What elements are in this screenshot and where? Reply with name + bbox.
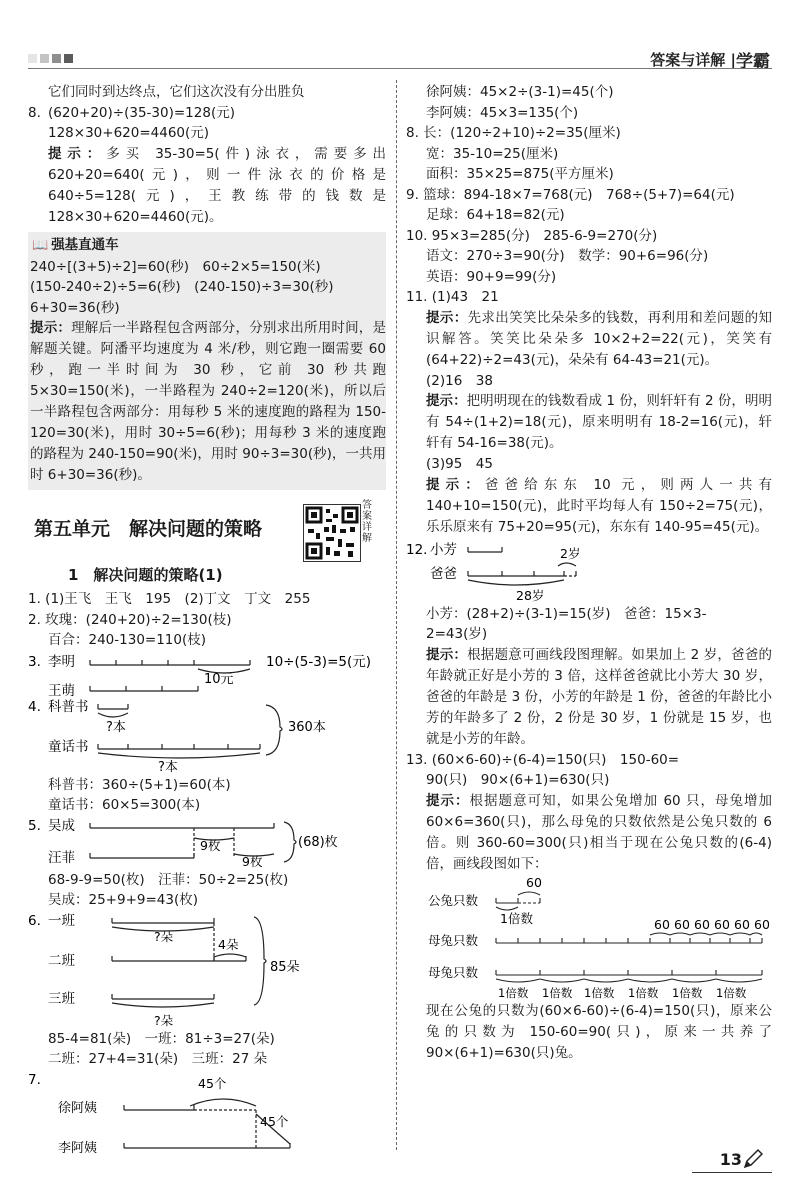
- svg-text:科普书: 科普书: [48, 698, 89, 715]
- conclusion-paragraph: 现在公兔的只数为(60×6-60)÷(6-4)=150(只)，原来公兔的只数为 150-60=90(只)，原来一共养了 90×(6+1)=630(只)兔。: [426, 1002, 772, 1061]
- unit-heading: [28, 500, 386, 550]
- svg-text:童话书: 童话书: [48, 738, 89, 755]
- svg-text:汪菲: 汪菲: [48, 849, 75, 866]
- svg-text:?朵: ?朵: [154, 928, 174, 944]
- q3-diagram: [28, 651, 386, 697]
- svg-text:公兔只数: 公兔只数: [428, 892, 479, 908]
- times-labels: [498, 986, 747, 1000]
- svg-text:1倍数: 1倍数: [672, 985, 703, 1000]
- svg-text:1倍数: 1倍数: [584, 985, 615, 1000]
- svg-text:9枚: 9枚: [242, 853, 263, 869]
- question-8: 8. (620+20)÷(35-30)=128(元): [28, 104, 235, 121]
- text-line: 童话书：60×5=300(本): [48, 797, 201, 813]
- question-9: 9. 篮球：894-18×7=768(元) 768÷(5+7)=64(元): [406, 186, 735, 203]
- hint-paragraph: 提示：爸爸给东东 10 元，则两人一共有 140+10=150(元)，此时平均每人有 150÷2=75(元)，乐乐原来有 75+20=95(元)，东东有 140-95=45(元)。: [426, 476, 773, 535]
- text-line: 徐阿姨：45×2÷(3-1)=45(个): [426, 84, 614, 100]
- svg-text:360本: 360本: [288, 719, 326, 735]
- hint-paragraph: 提示：理解后一半路程包含两部分，分别求出所用时间，是解题关键。阿潘平均速度为 4 米/秒，则它跑一圈需要 60 秒，跑一半时间为 30 秒，它前 30 秒共跑 5×30=150(米)，一半路程为 240÷2=120(米)，所以后一半路程包含两部分：用每秒 5 米的速度跑的路程为 150-120=30(米)，用时 30÷5=6(秒)；用每秒 3 米的速度跑的路程为 240-150=90(米)，用时 90÷3=30(秒)，一共用时 6+30=36(秒)。: [30, 320, 387, 483]
- q6-diagram: [28, 911, 386, 1029]
- question-13: 13. (60×6-60)÷(6-4)=150(只) 150-60=: [406, 751, 680, 768]
- q12-diagram: [406, 538, 772, 604]
- svg-text:9枚: 9枚: [200, 837, 221, 853]
- svg-text:母兔只数: 母兔只数: [428, 964, 479, 980]
- hint-paragraph: 提示：多买 35-30=5(件)泳衣，需要多出 620+20=640(元)，则一件泳衣的价格是 640÷5=128(元)，王教练带的钱数是 128×30+620=4460(元)。: [48, 145, 387, 225]
- svg-text:28岁: 28岁: [516, 587, 545, 603]
- q5-diagram: [28, 816, 386, 870]
- question-8: 8. 长：(120÷2+10)÷2=35(厘米): [406, 125, 621, 141]
- svg-text:4.: 4.: [28, 698, 41, 715]
- svg-text:10÷(5-3)=5(元): 10÷(5-3)=5(元): [266, 653, 372, 670]
- svg-text:一班: 一班: [48, 912, 75, 929]
- svg-text:60: 60: [694, 916, 710, 932]
- text-line: 足球：64+18=82(元): [426, 207, 565, 223]
- left-column: [28, 82, 386, 1160]
- svg-text:60: 60: [714, 916, 730, 932]
- svg-text:?本: ?本: [158, 759, 178, 775]
- svg-text:二班: 二班: [48, 952, 75, 969]
- text-line: 68-9-9=50(枚) 汪菲：50÷2=25(枚): [48, 871, 289, 888]
- svg-text:12.: 12.: [406, 541, 428, 558]
- hint-paragraph: 提示：根据题意可画线段图理解。如果加上 2 岁，爸爸的年龄就正好是小芳的 3 倍，这样爸爸就比小芳大 30 岁，爸爸的年龄是 3 份，小芳的年龄是 1 份，爸爸的年龄比小芳的年龄多了 2 份，2 份是 30 岁，1 份就是 15 岁，也就是小芳的年龄。: [426, 646, 773, 747]
- text-line: 科普书：360÷(5+1)=60(本): [48, 776, 231, 793]
- question-1: 1. (1)王飞 王飞 195 (2)丁文 丁文 255: [28, 591, 311, 607]
- text-line: 小芳：(28+2)÷(3-1)=15(岁) 爸爸：15×3-: [426, 605, 707, 622]
- text-line: 面积：35×25=875(平方厘米): [426, 166, 614, 182]
- text-line: 2=43(岁): [426, 626, 488, 642]
- svg-text:60: 60: [654, 916, 670, 932]
- svg-text:?本: ?本: [106, 719, 126, 735]
- qr-caption: 答案详解: [362, 500, 372, 544]
- svg-text:爸爸: 爸爸: [430, 565, 457, 582]
- hint-paragraph: 提示：把明明现在的钱数看成 1 份，则轩轩有 2 份，明明有 54÷(1+2)=18(元)，原来明明有 18-2=16(元)，轩轩有 54-16=38(元)。: [426, 393, 773, 451]
- svg-text:60: 60: [526, 874, 542, 890]
- header-title: 答案与详解 |: [650, 51, 736, 69]
- svg-text:85朵: 85朵: [270, 959, 300, 975]
- question-2: 2. 玫瑰：(240+20)÷2=130(枝): [28, 611, 232, 628]
- svg-text:60: 60: [754, 916, 770, 932]
- svg-text:1倍数: 1倍数: [628, 985, 659, 1000]
- text-line: (150-240÷2)÷5=6(秒) (240-150)÷3=30(秒): [30, 279, 334, 295]
- svg-text:7.: 7.: [28, 1071, 41, 1088]
- svg-text:1倍数: 1倍数: [716, 985, 747, 1000]
- text-line: 英语：90+9=99(分): [426, 268, 557, 285]
- svg-text:3.: 3.: [28, 653, 41, 670]
- text-line: 6+30=36(秒): [30, 299, 120, 316]
- header-squares: [28, 54, 73, 63]
- svg-text:李阿姨: 李阿姨: [58, 1140, 98, 1156]
- text-line: (2)16 38: [426, 372, 493, 389]
- svg-text:60: 60: [674, 916, 690, 932]
- svg-text:三班: 三班: [48, 990, 75, 1007]
- svg-text:45个: 45个: [198, 1075, 227, 1091]
- lesson-title: 1 解决问题的策略(1): [68, 566, 223, 584]
- text-line: 百合：240-130=110(枝): [48, 632, 207, 648]
- question-10: 10. 95×3=285(分) 285-6-9=270(分): [406, 227, 658, 244]
- box-title: 📖 强基直通车: [32, 236, 119, 253]
- text-line: (3)95 45: [426, 456, 493, 472]
- svg-text:6.: 6.: [28, 912, 41, 929]
- svg-text:(68)枚: (68)枚: [298, 834, 338, 850]
- svg-text:2岁: 2岁: [560, 545, 581, 561]
- enrichment-box: [28, 232, 386, 491]
- text-line: 240÷[(3+5)÷2]=60(秒) 60÷2×5=150(米): [30, 258, 321, 275]
- question-11: 11. (1)43 21: [406, 289, 499, 305]
- text-line: 128×30+620=4460(元): [48, 125, 210, 141]
- text-line: 宽：35-10=25(厘米): [426, 145, 559, 162]
- q7-diagram: [28, 1070, 386, 1160]
- svg-text:1倍数: 1倍数: [498, 985, 529, 1000]
- book-icon: 📖: [32, 237, 49, 253]
- text-line: 二班：27+4=31(朵) 三班：27 朵: [48, 1051, 268, 1067]
- svg-text:母兔只数: 母兔只数: [428, 932, 479, 948]
- svg-text:45个: 45个: [260, 1113, 289, 1129]
- text-line: 它们同时到达终点，它们这次没有分出胜负: [48, 84, 305, 100]
- qr-code-icon[interactable]: [303, 504, 361, 562]
- pencil-icon: [742, 1148, 764, 1170]
- svg-text:1倍数: 1倍数: [542, 985, 573, 1000]
- page-number: 13: [719, 1150, 742, 1169]
- text-line: 85-4=81(朵) 一班：81÷3=27(朵): [48, 1030, 275, 1047]
- hint-paragraph: 提示：先求出笑笑比朵朵多的钱数，再利用和差问题的知识解答。笑笑比朵朵多 10×2+2=22(元)，笑笑有(64+22)÷2=43(元)，朵朵有 64-43=21(元)。: [426, 309, 772, 368]
- svg-text:60: 60: [734, 916, 750, 932]
- svg-text:吴成: 吴成: [48, 817, 75, 834]
- svg-text:李明: 李明: [48, 653, 75, 670]
- svg-text:10元: 10元: [204, 671, 234, 687]
- svg-text:小芳: 小芳: [430, 541, 457, 558]
- text-line: 吴成：25+9+9=43(枚): [48, 892, 199, 908]
- right-column: [406, 82, 772, 1064]
- svg-text:?朵: ?朵: [154, 1012, 174, 1028]
- header-rule: [28, 68, 772, 69]
- page-header: [0, 0, 800, 70]
- svg-text:4朵: 4朵: [218, 936, 239, 952]
- svg-text:5.: 5.: [28, 817, 41, 834]
- svg-text:1倍数: 1倍数: [500, 910, 533, 926]
- text-line: 90(只) 90×(6+1)=630(只): [426, 772, 610, 788]
- footer-rule: [692, 1172, 772, 1173]
- sixty-labels: [654, 917, 770, 932]
- svg-text:徐阿姨: 徐阿姨: [58, 1100, 98, 1116]
- header-brand: 学霸: [736, 52, 770, 72]
- column-divider: [396, 80, 397, 1150]
- text-line: 李阿姨：45×3=135(个): [426, 104, 579, 121]
- q13-diagram: [406, 875, 772, 1001]
- unit-title: 第五单元 解决问题的策略: [34, 518, 263, 540]
- text-line: 语文：270÷3=90(分) 数学：90+6=96(分): [426, 248, 709, 264]
- q4-diagram: [28, 697, 386, 775]
- hint-paragraph: 提示：根据题意可知，如果公兔增加 60 只，母兔增加 60×6=360(只)，那么母兔的只数依然是公兔只数的 6 倍。则 360-60=300(只)相当于现在公兔只数的(6-4)倍，画线段图如下：: [426, 792, 772, 872]
- svg-text:王萌: 王萌: [48, 682, 75, 697]
